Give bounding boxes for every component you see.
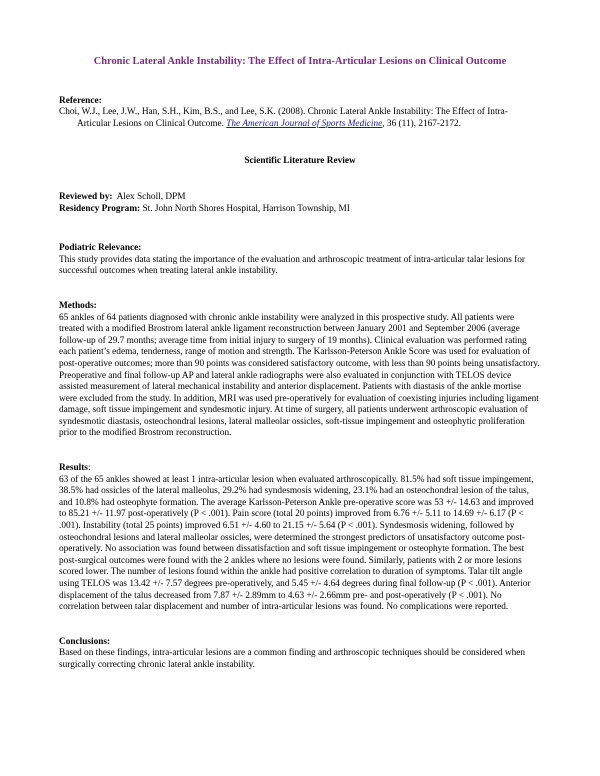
residency-value: St. John North Shores Hospital, Harrison Township, MI: [140, 203, 350, 214]
results-body: 63 of the 65 ankles showed at least 1 intra-articular lesion when evaluated arthroscopically. 81.5% had soft tissue impingement, 38.5% had ossicles of the lateral malleolus, 29.2% had syndesmosis widening, 23.1% had an osteochondral lesion of the talus, and 10.8% had osteophyte formation. The average Karlsson-Peterson Ankle pre-operative score was 53 +/- 14.63 and improved to 85.21 +/- 11.97 post-operatively (P < .001). Pain score (total 20 points) improved from 6.76 +/- 5.11 to 14.69 +/- 6.17 (P < .001). Instability (total 25 points) improved 6.51 +/- 4.60 to 21.15 +/- 5.64 (P < .001). Syndesmosis widening, followed by osteochondral lesions and lateral malleolar ossicles, were determined the strongest predictors of unsatisfactory outcome post-operatively. No association was found between dissatisfaction and soft tissue impingement or osteophyte formation. The best post-surgical outcomes were found with the 2 ankles where no lesions were found. Similarly, patients with 2 or more lesions scored lower. The number of lesions found within the ankle had positive correlation to duration of symptoms. Talar tilt angle using TELOS was 13.42 +/- 7.57 degrees pre-operatively, and 5.45 +/- 4.64 degrees during final follow-up (P < .001). Anterior displacement of the talus decreased from 7.87 +/- 2.89mm to 4.63 +/- 2.66mm pre- and post-operatively (P < .001). No correlation between talar displacement and number of intra-articular lesions was found. No complications were reported.: [59, 474, 534, 613]
document-page: [59, 56, 541, 672]
results-heading: Results: [59, 463, 88, 474]
methods-heading: Methods:: [59, 300, 97, 311]
citation-authors: Choi, W.J., Lee, J.W., Han, S.H., Kim, B.S., and Lee, S.K. (2008). Chronic Lateral Ankle Instability: The Effect of Intra-Articular Lesions on Clinical Outcome.: [59, 107, 508, 129]
reference-heading: Reference:: [59, 95, 102, 106]
conclusions-section: [59, 637, 541, 672]
journal-link[interactable]: The American Journal of Sports Medicine: [226, 118, 383, 129]
citation: [59, 107, 541, 130]
reviewer-name: Alex Scholl, DPM: [112, 191, 186, 202]
document-title: Chronic Lateral Ankle Instability: The Effect of Intra-Articular Lesions on Clinical Outcome: [93, 56, 507, 67]
reviewer-label: Reviewed by:: [59, 191, 113, 202]
results-heading-colon: :: [87, 463, 91, 474]
results-section: [59, 463, 541, 614]
residency-label: Residency Program:: [59, 203, 141, 214]
reviewer-line: [59, 192, 541, 204]
reference-section: [59, 96, 541, 131]
conclusions-heading: Conclusions:: [59, 636, 111, 647]
podiatric-relevance-body: This study provides data stating the importance of the evaluation and arthroscopic treatment of intra-articular talar lesions for successful outcomes when treating lateral ankle instability.: [59, 254, 525, 277]
review-heading: Scientific Literature Review: [244, 156, 356, 167]
methods-section: [59, 301, 541, 440]
podiatric-relevance-section: [59, 243, 541, 278]
results-heading-line: [59, 463, 541, 475]
methods-body: 65 ankles of 64 patients diagnosed with chronic ankle instability were analyzed in this prospective study. All patients were treated with a modified Brostrom lateral ankle ligament reconstruction between January 2001 and September 2006 (average follow-up of 29.7 months; average time from initial injury to surgery of 19 months). Clinical evaluation was performed rating each patient’s edema, tenderness, range of motion and strength. The Karlsson-Peterson Ankle Score was used for evaluation of post-operative outcomes; more than 90 points was considered satisfactory outcome, with less than 90 points being unsatisfactory. Preoperative and final follow-up AP and lateral ankle radiographs were also evaluated in conjunction with TELOS device assisted measurement of lateral mechanical instability and anterior displacement. Patients with diastasis of the ankle mortise were excluded from the study. In addition, MRI was used pre-operatively for evaluation of coexisting injuries including ligament damage, soft tissue impingement and syndesmotic injury. At time of surgery, all patients underwent arthroscopic evaluation of syndesmotic diastasis, osteochondral lesions, lateral malleolar ossicles, soft-tissue impingement and osteophytic proliferation prior to the modified Brostrom reconstruction.: [59, 312, 540, 439]
citation-volume: , 36 (11), 2167-2172.: [382, 118, 461, 129]
residency-line: [59, 204, 541, 216]
conclusions-body: Based on these findings, intra-articular lesions are a common finding and arthroscopic techniques should be considered when surgically correcting chronic lateral ankle instability.: [59, 648, 526, 670]
podiatric-relevance-heading: Podiatric Relevance:: [59, 243, 142, 254]
